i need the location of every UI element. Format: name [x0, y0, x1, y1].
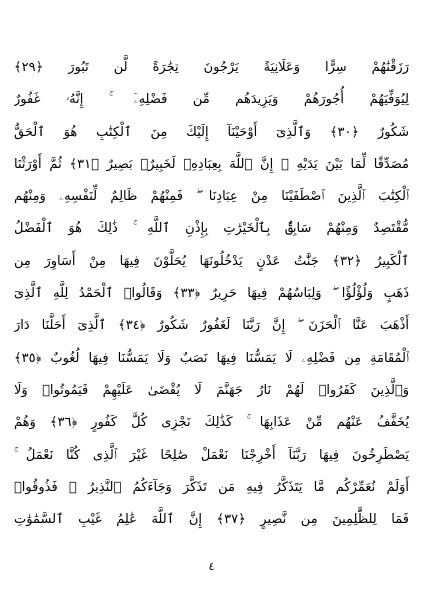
text-line: يُخَفَّفُ عَنْهُم مِّنْ عَذَابِهَا ۚ كَذَٰلِكَ نَجْزِى كُلَّ كَفُورٍ ﴿٣٦﴾ وَهُمْ: [14, 415, 409, 431]
text-line: مُصَدِّقًا لِّمَا بَيْنَ يَدَيْهِ ۗ إِنَّ ٱللَّهَ بِعِبَادِهِۦ لَخَبِيرٌۢ بَصِيرٌ ﴿٣١﴾ ثُمَّ أَوْرَثْنَا: [14, 156, 409, 172]
text-line: ٱلْكَبِيرُ ﴿٣٢﴾ جَنَّٰتُ عَدْنٍ يَدْخُلُونَهَا يُحَلَّوْنَ فِيهَا مِنْ أَسَاوِرَ مِن: [14, 253, 409, 269]
text-line: فَمَا لِلظَّٰلِمِينَ مِن نَّصِيرٍ ﴿٣٧﴾ إِنَّ ٱللَّهَ عَٰلِمُ غَيْبِ ٱلسَّمَٰوَٰتِ: [14, 512, 409, 528]
text-line: شَكُورٌ ﴿٣٠﴾ وَٱلَّذِىٓ أَوْحَيْنَآ إِلَيْكَ مِنَ ٱلْكِتَٰبِ هُوَ ٱلْحَقُّ: [14, 124, 409, 140]
verse-text-block: [14, 52, 409, 536]
text-line: ٱلْمُقَامَةِ مِن فَضْلِهِۦ لَا يَمَسُّنَا فِيهَا نَصَبٌ وَلَا يَمَسُّنَا فِيهَا لُغُوبٌ ﴿٣٥﴾: [14, 350, 409, 366]
text-line: رَزَقْنَٰهُمْ سِرًّا وَعَلَانِيَةً يَرْجُونَ تِجَٰرَةً لَّن تَبُورَ ﴿٢٩﴾: [14, 60, 409, 75]
text-line: لِيُوَفِّيَهُمْ أُجُورَهُمْ وَيَزِيدَهُم مِّن فَضْلِهِۦٓ ۚ إِنَّهُۥ غَفُورٌ: [14, 92, 409, 108]
page-number: ٤: [208, 560, 215, 573]
text-line: أَوَلَمْ نُعَمِّرْكُم مَّا يَتَذَكَّرُ فِيهِ مَن تَذَكَّرَ وَجَآءَكُمُ ٱلنَّذِيرُ ۖ فَذُوقُوا۟: [14, 479, 409, 495]
text-line: مُّقْتَصِدٌ وَمِنْهُمْ سَابِقٌۢ بِٱلْخَيْرَٰتِ بِإِذْنِ ٱللَّهِ ۚ ذَٰلِكَ هُوَ ٱلْفَضْلُ: [14, 221, 409, 237]
text-line: يَصْطَرِخُونَ فِيهَا رَبَّنَآ أَخْرِجْنَا نَعْمَلْ صَٰلِحًا غَيْرَ ٱلَّذِى كُنَّا نَعْمَلُ ۚ: [14, 447, 409, 463]
text-line: ذَهَبٍ وَلُؤْلُؤًا ۖ وَلِبَاسُهُمْ فِيهَا حَرِيرٌ ﴿٣٣﴾ وَقَالُوا۟ ٱلْحَمْدُ لِلَّهِ ٱلَّذِىٓ: [14, 286, 409, 302]
text-line: وَٱلَّذِينَ كَفَرُوا۟ لَهُمْ نَارُ جَهَنَّمَ لَا يُقْضَىٰ عَلَيْهِمْ فَيَمُوتُوا۟ وَلَا: [14, 382, 409, 398]
text-line: ٱلْكِتَٰبَ ٱلَّذِينَ ٱصْطَفَيْنَا مِنْ عِبَادِنَا ۖ فَمِنْهُمْ ظَالِمٌ لِّنَفْسِهِۦ وَمِنْهُم: [14, 189, 409, 205]
text-line: أَذْهَبَ عَنَّا ٱلْحَزَنَ ۖ إِنَّ رَبَّنَا لَغَفُورٌ شَكُورٌ ﴿٣٤﴾ ٱلَّذِىٓ أَحَلَّنَا دَارَ: [14, 318, 409, 334]
